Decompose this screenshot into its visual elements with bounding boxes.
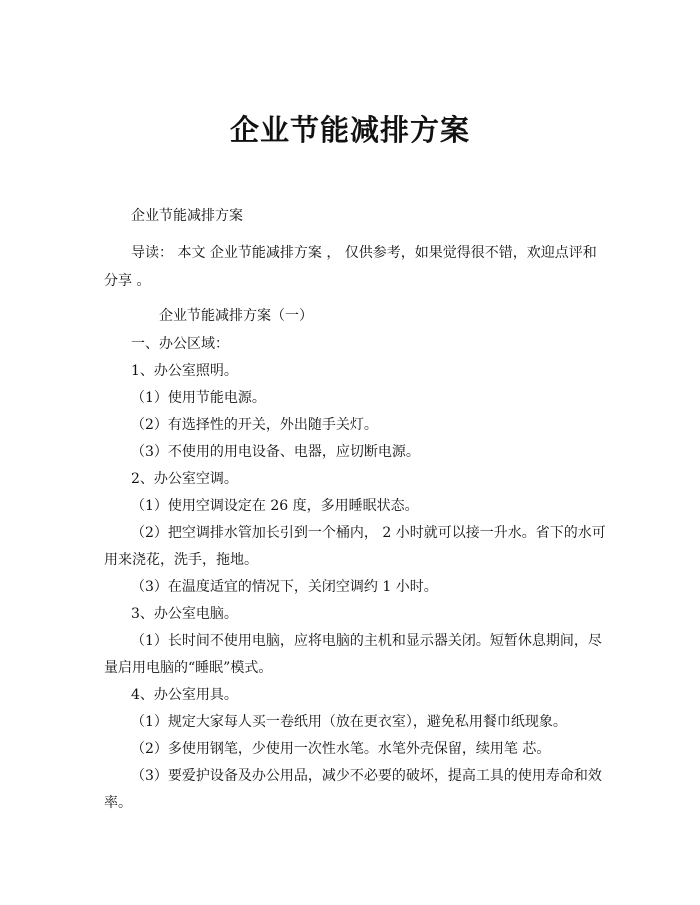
list-item: （1）长时间不使用电脑，应将电脑的主机和显示器关闭。短暂休息期间，尽	[131, 633, 602, 649]
list-item: （2）有选择性的开关，外出随手关灯。	[131, 417, 378, 433]
list-item: （1）使用节能电源。	[131, 390, 266, 406]
heading-office-supplies: 4、办公室用具。	[131, 687, 238, 703]
heading-air-conditioning: 2、办公室空调。	[131, 471, 238, 487]
list-item-continuation: 率。	[104, 795, 132, 811]
heading-lighting: 1、办公室照明。	[131, 363, 238, 379]
document-subtitle: 企业节能减排方案	[131, 208, 243, 224]
intro-line-2: 分享 。	[104, 273, 151, 289]
list-item: （1）规定大家每人买一卷纸用（放在更衣室），避免私用餐巾纸现象。	[131, 714, 567, 730]
heading-office-area: 一、办公区域：	[131, 336, 229, 352]
heading-computer: 3、办公室电脑。	[131, 606, 238, 622]
list-item: （3）不使用的用电设备、电器，应切断电源。	[131, 444, 420, 460]
list-item: （1）使用空调设定在 26 度，多用睡眠状态。	[131, 498, 419, 514]
list-item: （2）多使用钢笔，少使用一次性水笔。水笔外壳保留，续用笔 芯。	[131, 741, 551, 757]
list-item: （2）把空调排水管加长引到一个桶内， 2 小时就可以接一升水。省下的水可	[131, 525, 606, 541]
intro-line-1: 导读： 本文 企业节能减排方案 ， 仅供参考，如果觉得很不错，欢迎点评和	[131, 245, 597, 261]
list-item-continuation: 量启用电脑的“睡眠”模式。	[104, 660, 273, 676]
list-item: （3）要爱护设备及办公用品，减少不必要的破坏，提高工具的使用寿命和效	[131, 768, 602, 784]
list-item-continuation: 用来浇花，洗手，拖地。	[104, 552, 258, 568]
list-item: （3）在温度适宜的情况下，关闭空调约 1 小时。	[131, 579, 438, 595]
section-title: 企业节能减排方案（一）	[159, 308, 313, 324]
document-title: 企业节能减排方案	[229, 113, 470, 147]
